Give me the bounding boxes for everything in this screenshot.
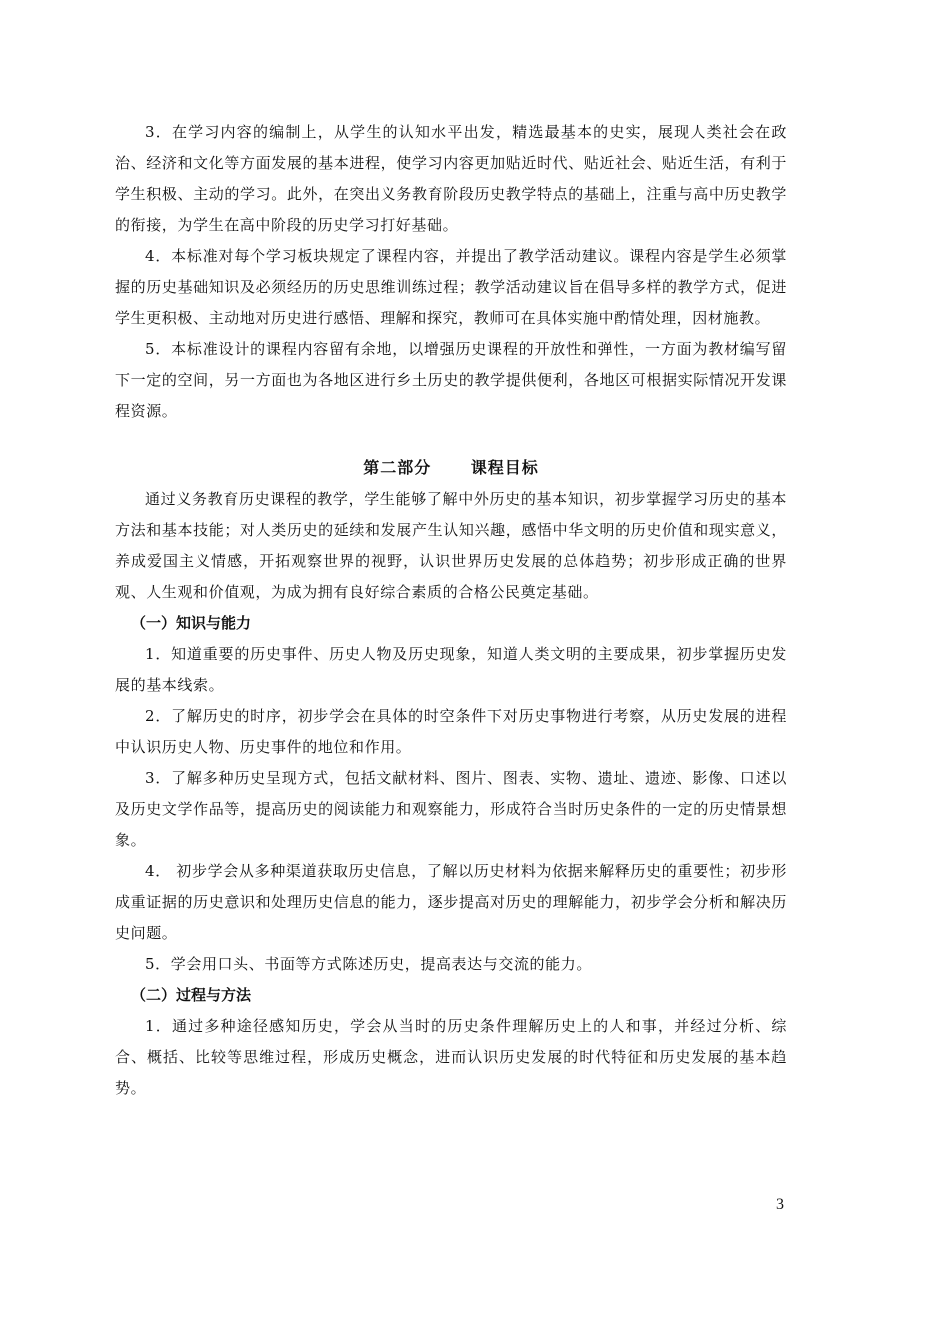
paragraph-4: 4．本标准对每个学习板块规定了课程内容，并提出了教学活动建议。课程内容是学生必须掌握的历史基础知识及必须经历的历史思维训练过程；教学活动建议旨在倡导多样的教学方式，促进学生更积极、主动地对历史进行感悟、理解和探究，教师可在具体实施中酌情处理，因材施教。 <box>115 247 787 327</box>
knowledge-item-1: 1．知道重要的历史事件、历史人物及历史现象，知道人类文明的主要成果，初步掌握历史发展的基本线索。 <box>115 645 787 694</box>
process-item-1: 1．通过多种途径感知历史，学会从当时的历史条件理解历史上的人和事，并经过分析、综合、概括、比较等思维过程，形成历史概念，进而认识历史发展的时代特征和历史发展的基本趋势。 <box>115 1017 787 1097</box>
document-body <box>115 117 787 1104</box>
knowledge-item-2: 2．了解历史的时序，初步学会在具体的时空条件下对历史事物进行考察，从历史发展的进程中认识历史人物、历史事件的地位和作用。 <box>115 707 787 756</box>
page-number: 3 <box>776 1196 784 1213</box>
intro-paragraph: 通过义务教育历史课程的教学，学生能够了解中外历史的基本知识，初步掌握学习历史的基本方法和基本技能；对人类历史的延续和发展产生认知兴趣，感悟中华文明的历史价值和现实意义，养成爱国主义情感，开拓观察世界的视野，认识世界历史发展的总体趋势；初步形成正确的世界观、人生观和价值观，为成为拥有良好综合素质的合格公民奠定基础。 <box>115 490 787 601</box>
subsection-knowledge-ability: （一）知识与能力 <box>131 614 252 632</box>
subsection-process-method: （二）过程与方法 <box>131 986 252 1004</box>
knowledge-item-5: 5．学会用口头、书面等方式陈述历史，提高表达与交流的能力。 <box>145 955 592 973</box>
paragraph-5: 5．本标准设计的课程内容留有余地，以增强历史课程的开放性和弹性，一方面为教材编写留下一定的空间，另一方面也为各地区进行乡土历史的教学提供便利，各地区可根据实际情况开发课程资源。 <box>115 340 787 420</box>
knowledge-item-4: 4． 初步学会从多种渠道获取历史信息，了解以历史材料为依据来解释历史的重要性；初步形成重证据的历史意识和处理历史信息的能力，逐步提高对历史的理解能力，初步学会分析和解决历史问题。 <box>115 862 787 942</box>
section-title: 第二部分 课程目标 <box>363 458 539 477</box>
paragraph-3: 3．在学习内容的编制上，从学生的认知水平出发，精选最基本的史实，展现人类社会在政治、经济和文化等方面发展的基本进程，使学习内容更加贴近时代、贴近社会、贴近生活，有利于学生积极、主动的学习。此外，在突出义务教育阶段历史教学特点的基础上，注重与高中历史教学的衔接，为学生在高中阶段的历史学习打好基础。 <box>115 123 787 234</box>
knowledge-item-3: 3．了解多种历史呈现方式，包括文献材料、图片、图表、实物、遗址、遗迹、影像、口述以及历史文学作品等，提高历史的阅读能力和观察能力，形成符合当时历史条件的一定的历史情景想象。 <box>115 769 787 849</box>
